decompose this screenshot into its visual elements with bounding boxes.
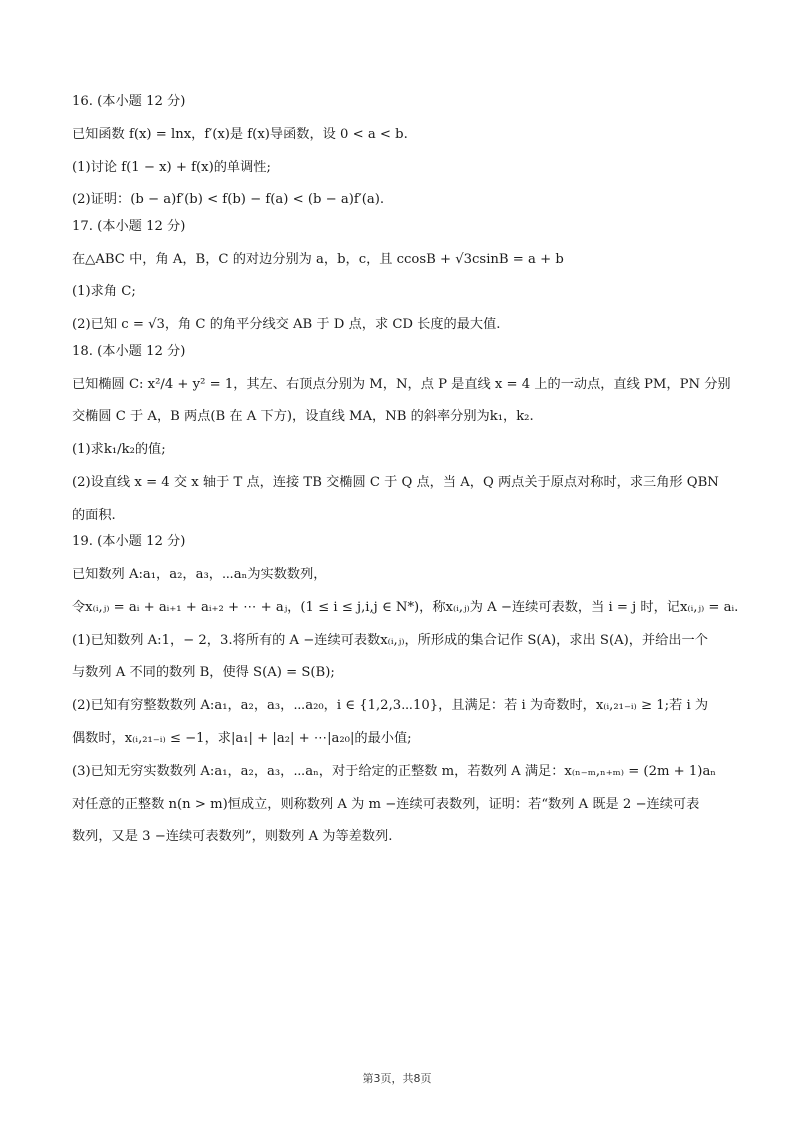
exam-page-content (72, 92, 739, 860)
problem-19-statement-line-1: 已知数列 A:a₁，a₂，a₃，⋯aₙ为实数数列， (72, 567, 327, 583)
problem-19-part-1-line-1: (1)已知数列 A:1，− 2，3.将所有的 A −连续可表数x₍ᵢ,ⱼ₎，所形成的集合记作 S(A)，求出 S(A)，并给出一个 (72, 632, 708, 648)
problem-18-statement-line-1: 已知椭圆 C: x²/4 + y² = 1，其左、右顶点分别为 M，N，点 P 是直线 x = 4 上的一动点，直线 PM，PN 分别 (72, 376, 731, 392)
problem-18-header: 18. (本小题 12 分) (72, 343, 186, 359)
problem-16-statement: 已知函数 f(x) = lnx，f′(x)是 f(x)导函数，设 0 < a < b. (72, 126, 408, 142)
problem-18-part-2-line-1: (2)设直线 x = 4 交 x 轴于 T 点，连接 TB 交椭圆 C 于 Q 点，当 A，Q 两点关于原点对称时，求三角形 QBN (72, 474, 719, 490)
problem-19-header: 19. (本小题 12 分) (72, 534, 186, 550)
problem-16-header: 16. (本小题 12 分) (72, 94, 186, 109)
problem-18-part-1: (1)求k₁/k₂的值; (72, 442, 166, 458)
problem-19-part-2-line-1: (2)已知有穷整数数列 A:a₁，a₂，a₃，⋯a₂₀，i ∈ {1,2,3⋯10}，且满足：若 i 为奇数时，x₍ᵢ,₂₁₋ᵢ₎ ≥ 1;若 i 为 (72, 698, 709, 714)
problem-18-part-2-line-2: 的面积. (72, 507, 116, 523)
problem-16-part-1: (1)讨论 f(1 − x) + f(x)的单调性; (72, 159, 271, 175)
problem-19-part-1-line-2: 与数列 A 不同的数列 B，使得 S(A) = S(B); (72, 665, 335, 681)
page-number-footer: 第3页，共8页 (362, 1072, 432, 1085)
problem-17-statement: 在△ABC 中，角 A，B，C 的对边分别为 a，b，c，且 ccosB + √3csinB = a + b (72, 251, 564, 267)
problem-19-part-2-line-2: 偶数时，x₍ᵢ,₂₁₋ᵢ₎ ≤ −1，求|a₁| + |a₂| + ⋯|a₂₀|的最小值; (72, 731, 412, 747)
problem-17-part-1: (1)求角 C; (72, 284, 136, 300)
problem-18-statement-line-2: 交椭圆 C 于 A，B 两点(B 在 A 下方)，设直线 MA，NB 的斜率分别为k₁，k₂. (72, 409, 534, 425)
problem-19-statement-line-2: 令x₍ᵢ,ⱼ₎ = aᵢ + aᵢ₊₁ + aᵢ₊₂ + ⋯ + aⱼ，(1 ≤ i ≤ j,i,j ∈ N*)，称x₍ᵢ,ⱼ₎为 A −连续可表数，当 i = j 时，记x₍ᵢ,ⱼ₎ = aᵢ. (72, 599, 739, 615)
problem-17-header: 17. (本小题 12 分) (72, 218, 186, 234)
problem-16-part-2: (2)证明：(b − a)f′(b) < f(b) − f(a) < (b − a)f′(a). (72, 192, 385, 208)
problem-19-part-3-line-3: 数列，又是 3 −连续可表数列”，则数列 A 为等差数列. (72, 829, 393, 845)
problem-19-part-3-line-2: 对任意的正整数 n(n > m)恒成立，则称数列 A 为 m −连续可表数列，证明：若“数列 A 既是 2 −连续可表 (72, 796, 700, 812)
problem-19-part-3-line-1: (3)已知无穷实数数列 A:a₁，a₂，a₃，⋯aₙ，对于给定的正整数 m，若数列 A 满足：x₍ₙ₋ₘ,ₙ₊ₘ₎ = (2m + 1)aₙ (72, 763, 717, 779)
problem-17-part-2: (2)已知 c = √3，角 C 的角平分线交 AB 于 D 点，求 CD 长度的最大值. (72, 317, 501, 333)
